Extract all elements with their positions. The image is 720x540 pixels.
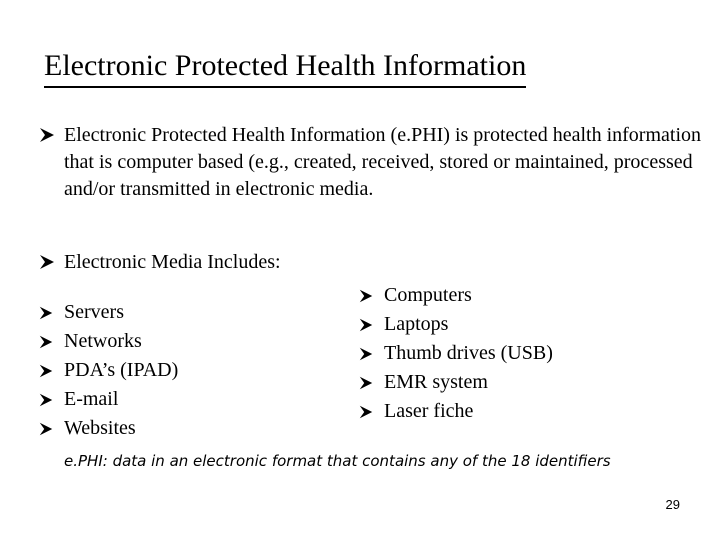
media-heading: Electronic Media Includes: [64, 251, 281, 273]
list-item-label: E-mail [64, 388, 119, 410]
arrowhead-bullet-icon [358, 346, 374, 362]
page-number: 29 [665, 497, 680, 512]
list-item-label: Networks [64, 330, 142, 352]
list-item-label: Servers [64, 301, 124, 323]
definition-text: Electronic Protected Health Information (e.PHI) is protected health information that is computer based (e.g., created, received, stored or maintained, processed and/or transmitted in electronic media. [64, 124, 702, 200]
arrowhead-bullet-icon [38, 305, 54, 321]
list-item-label: Computers [384, 284, 472, 306]
list-item-label: EMR system [384, 371, 488, 393]
arrowhead-bullet-icon [358, 404, 374, 420]
arrowhead-bullet-icon [38, 421, 54, 437]
ephi-note: e.PHI: data in an electronic format that contains any of the 18 identifiers [64, 452, 611, 470]
list-item-label: Laptops [384, 313, 449, 335]
arrowhead-bullet-icon [38, 334, 54, 350]
arrowhead-bullet-icon [38, 363, 54, 379]
list-item-label: Websites [64, 417, 136, 439]
arrowhead-bullet-icon [38, 392, 54, 408]
list-item-label: Laser fiche [384, 400, 474, 422]
list-item-label: Thumb drives (USB) [384, 342, 553, 364]
arrowhead-bullet-icon [358, 288, 374, 304]
arrowhead-bullet-icon [38, 253, 56, 281]
slide-title: Electronic Protected Health Information [44, 46, 526, 88]
arrowhead-bullet-icon [358, 375, 374, 391]
arrowhead-bullet-icon [38, 126, 56, 154]
arrowhead-bullet-icon [358, 317, 374, 333]
list-item-label: PDA’s (IPAD) [64, 359, 179, 381]
